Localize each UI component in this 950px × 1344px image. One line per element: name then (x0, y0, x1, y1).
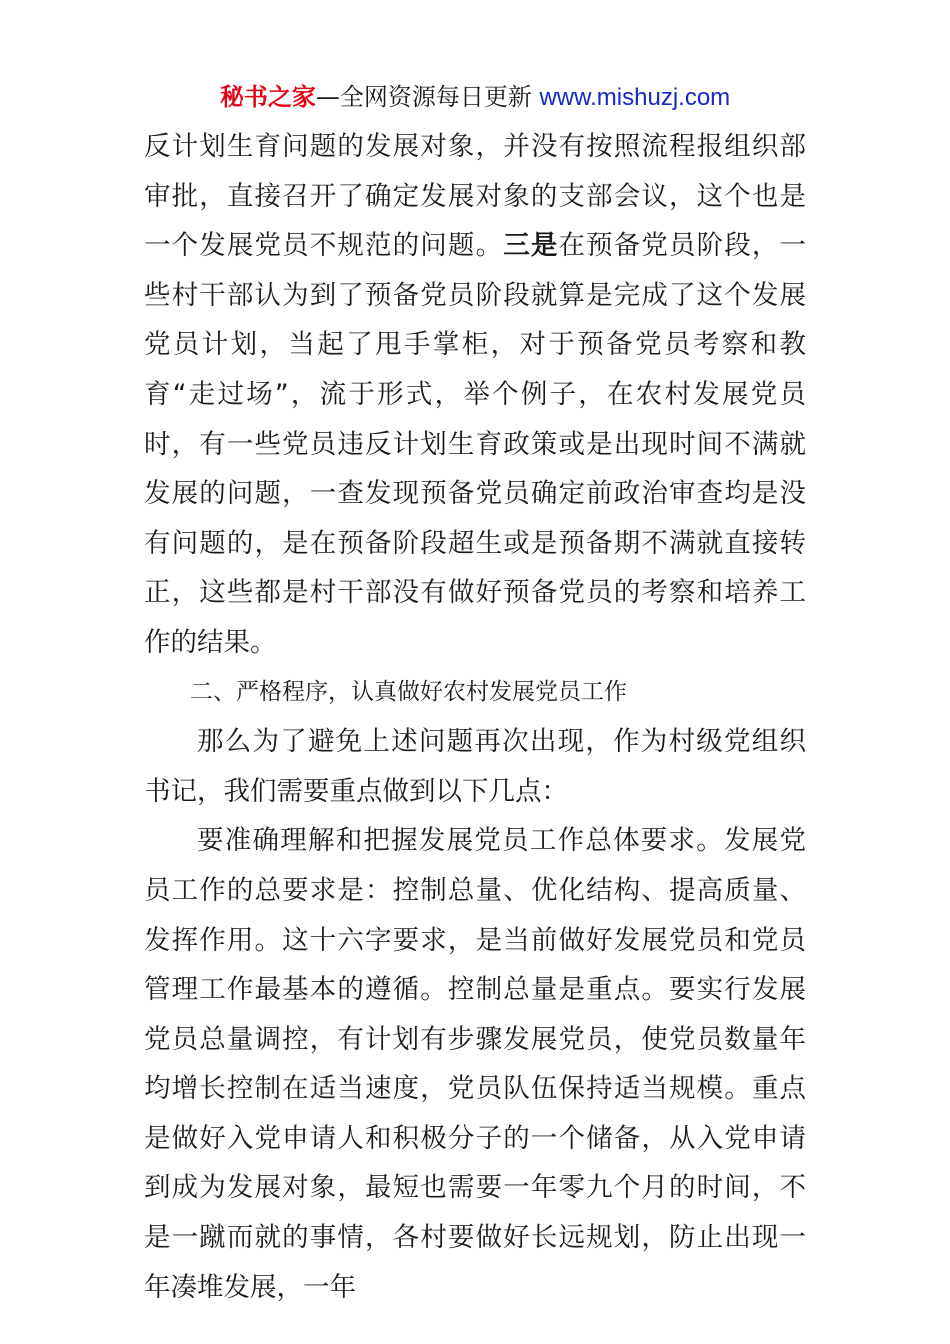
bold-marker: 三是 (503, 230, 559, 262)
paragraph-text: 反计划生育问题的发展对象，并没有按照流程报组织部审批，直接召开了确定发展对象的支部会议，这个也是一个发展党员不规范的问题。 (144, 131, 806, 262)
paragraph-text: 在预备党员阶段，一些村干部认为到了预备党员阶段就算是完成了这个发展党员计划，当起了甩手掌柜，对于预备党员考察和教育“走过场”，流于形式，举个例子，在农村发展党员时，有一些党员违反计划生育政策或是出现时间不满就发展的问题，一查发现预备党员确定前政治审查均是没有问题的，是在预备阶段超生或是预备期不满就直接转正，这些都是村干部没有做好预备党员的考察和培养工作的结果。 (144, 230, 807, 658)
brand-name: 秘书之家 (219, 83, 316, 111)
section-heading: 二、严格程序，认真做好农村发展党员工作 (190, 678, 627, 705)
site-url[interactable]: www.mishuzj.com (539, 84, 731, 111)
paragraph: 那么为了避免上述问题再次出现，作为村级党组织书记，我们需要重点做到以下几点： (144, 726, 806, 807)
paragraph: 要准确理解和把握发展党员工作总体要求。发展党员工作的总要求是：控制总量、优化结构、提高质量、发挥作用。这十六字要求，是当前做好发展党员和党员管理工作最基本的遵循。控制总量是重点。要实行发展党员总量调控，有计划有步骤发展党员，使党员数量年均增长控制在适当速度，党员队伍保持适当规模。重点是做好入党申请人和积极分子的一个储备，从入党申请到成为发展对象，最短也需要一年零九个月的时间，不是一蹴而就的事情，各村要做好长远规划，防止出现一年凑堆发展，一年 (144, 825, 806, 1303)
paragraph-continued (144, 122, 806, 668)
document-body (144, 122, 806, 1312)
header-tagline: —全网资源每日更新 (315, 83, 540, 111)
site-header (0, 80, 950, 115)
